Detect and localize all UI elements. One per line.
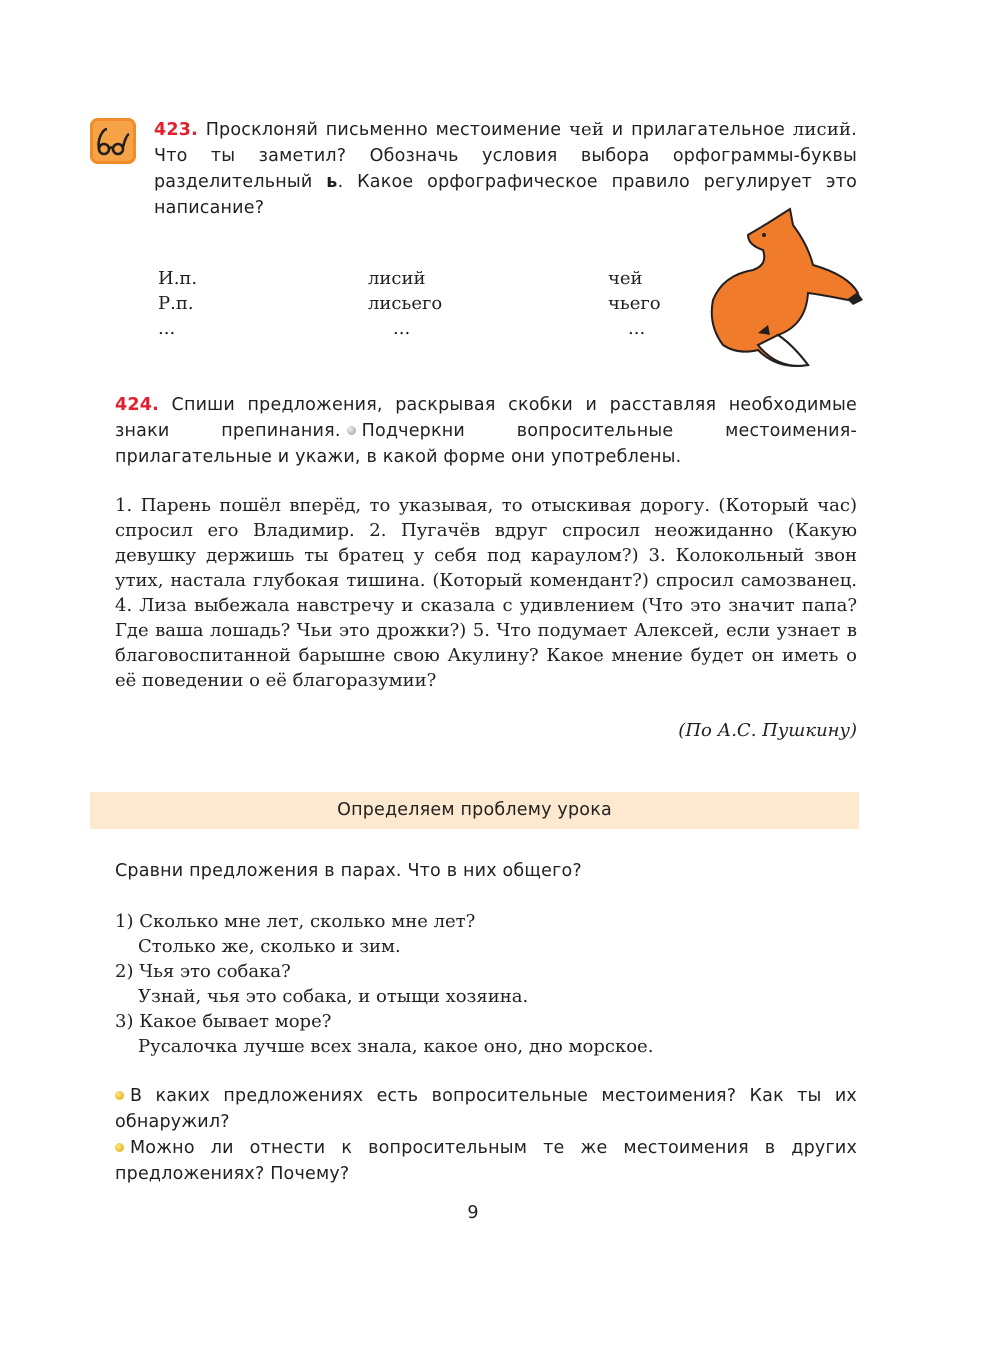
bullet-icon bbox=[347, 426, 356, 435]
page-number: 9 bbox=[467, 1203, 479, 1223]
declension-table: И.п. лисий чей Р.п. лисьего чьего ... ... ... bbox=[158, 268, 661, 339]
question-2: Можно ли отнести к вопросительным те же местоимения в других предложениях? Почему? bbox=[115, 1138, 857, 1184]
glasses-icon bbox=[90, 118, 136, 164]
section-banner: Определяем проблему урока bbox=[90, 792, 859, 829]
pair-item: 1) Сколько мне лет, сколько мне лет? Столько же, сколько и зим. bbox=[115, 911, 476, 957]
exercise-424-sentences: 1. Парень пошёл вперёд, то указывая, то отыскивая дорогу. (Который час) спросил его Владимир. 2. Пугачёв вдруг спросил неожиданно (Какую девушку держишь ты братец у себя под караулом?) 3. Колокольный звон утих, настала глубокая тишина. (Который комендант?) спросил самозванец. 4. Лиза выбежала навстречу и сказала с удивлением (Что это значит папа? Где ваша лошадь? Чьи это дрожки?) 5. Что подумает Алексей, если узнает в благовоспитанной барышне свою Акулину? Какое мнение будет он иметь о её поведении о её благоразумии? bbox=[115, 495, 857, 691]
pair-item: 3) Какое бывает море? Русалочка лучше всех знала, какое оно, дно морское. bbox=[115, 1011, 654, 1057]
exercise-423-text: 423. Просклоняй письменно местоимение чей и прилагательное лисий. Что ты заметил? Обозначь условия выбора орфограммы-буквы разделительный ь. Какое орфографическое правило регулирует это написание? bbox=[154, 119, 858, 218]
sentence-pairs bbox=[115, 909, 857, 1059]
fox-illustration bbox=[698, 205, 868, 375]
exercise-424-text: 424. Спиши предложения, раскрывая скобки и расставляя необходимые знаки препинания. Подчеркни вопросительные местоимения-прилагательные и укажи, в какой форме они употреблены. bbox=[115, 395, 857, 467]
source-attribution: (По А.С. Пушкину) bbox=[678, 720, 857, 741]
pair-item: 2) Чья это собака? Узнай, чья это собака, и отыщи хозяина. bbox=[115, 961, 529, 1007]
bullet-icon bbox=[115, 1091, 124, 1100]
task-text: Сравни предложения в парах. Что в них общего? bbox=[115, 861, 582, 881]
bullet-icon bbox=[115, 1143, 124, 1152]
question-1: В каких предложениях есть вопросительные местоимения? Как ты их обнаружил? bbox=[115, 1086, 857, 1132]
